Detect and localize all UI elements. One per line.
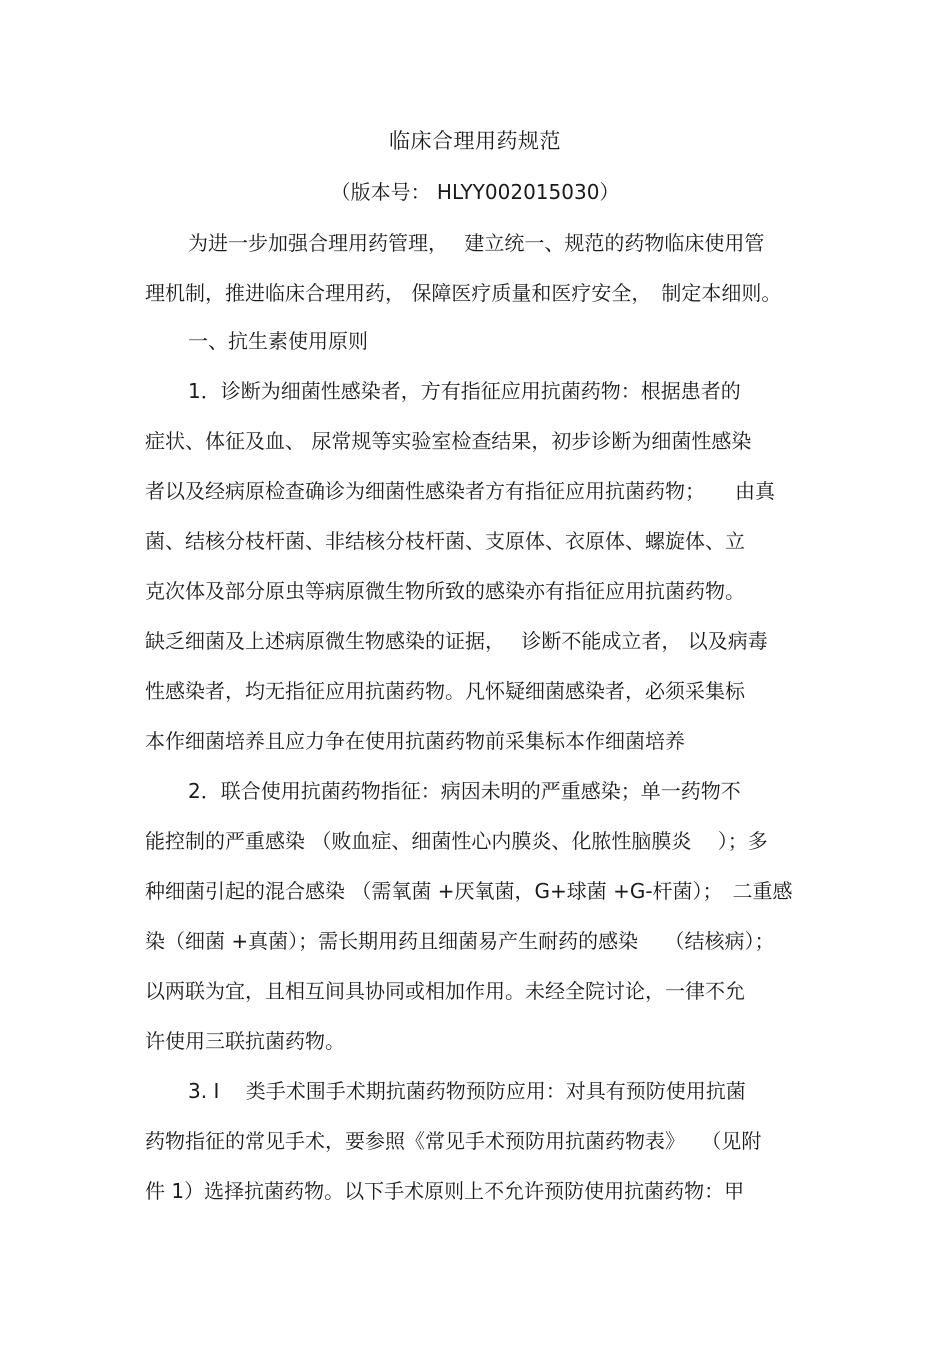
paragraph-line: 者以及经病原检查确诊为细菌性感染者方有指征应用抗菌药物； 由真	[145, 479, 775, 503]
paragraph-line: 种细菌引起的混合感染 （需氧菌 +厌氧菌，G+球菌 +G-杆菌）； 二重感	[145, 879, 793, 903]
paragraph-line: 性感染者，均无指征应用抗菌药物。凡怀疑细菌感染者，必须采集标	[145, 679, 745, 703]
paragraph-line: 克次体及部分原虫等病原微生物所致的感染亦有指征应用抗菌药物。	[145, 579, 745, 603]
paragraph-line: 缺乏细菌及上述病原微生物感染的证据， 诊断不能成立者， 以及病毒	[145, 629, 768, 653]
paragraph-line: 为进一步加强合理用药管理， 建立统一、规范的药物临床使用管	[188, 231, 765, 255]
paragraph-line: 染（细菌 +真菌）；需长期用药且细菌易产生耐药的感染 （结核病）；	[145, 929, 775, 953]
paragraph-line: 菌、结核分枝杆菌、非结核分枝杆菌、支原体、衣原体、螺旋体、立	[145, 529, 745, 553]
paragraph-line: 药物指征的常见手术，要参照《常见手术预防用抗菌药物表》 （见附	[145, 1129, 762, 1153]
paragraph-line: 本作细菌培养且应力争在使用抗菌药物前采集标本作细菌培养	[145, 729, 685, 753]
paragraph-line: 以两联为宜，且相互间具协同或相加作用。未经全院讨论，一律不允	[145, 979, 745, 1003]
section-heading: 一、抗生素使用原则	[188, 329, 368, 353]
paragraph-line: 能控制的严重感染 （败血症、细菌性心内膜炎、化脓性脑膜炎 ）；多	[145, 829, 768, 853]
document-title: 临床合理用药规范	[389, 129, 561, 153]
paragraph-line: 许使用三联抗菌药物。	[145, 1029, 345, 1053]
paragraph-line: 症状、体征及血、 尿常规等实验室检查结果，初步诊断为细菌性感染	[145, 429, 752, 453]
paragraph-line: 1．诊断为细菌性感染者，方有指征应用抗菌药物：根据患者的	[188, 379, 741, 403]
version-number: （版本号： HLYY002015030）	[330, 180, 620, 204]
paragraph-line: 理机制，推进临床合理用药， 保障医疗质量和医疗安全， 制定本细则。	[145, 281, 782, 305]
paragraph-line: 件 1）选择抗菌药物。以下手术原则上不允许预防使用抗菌药物：甲	[145, 1179, 745, 1203]
paragraph-line: 3. I 类手术围手术期抗菌药物预防应用：对具有预防使用抗菌	[188, 1079, 746, 1103]
paragraph-line: 2．联合使用抗菌药物指征：病因未明的严重感染；单一药物不	[188, 779, 741, 803]
